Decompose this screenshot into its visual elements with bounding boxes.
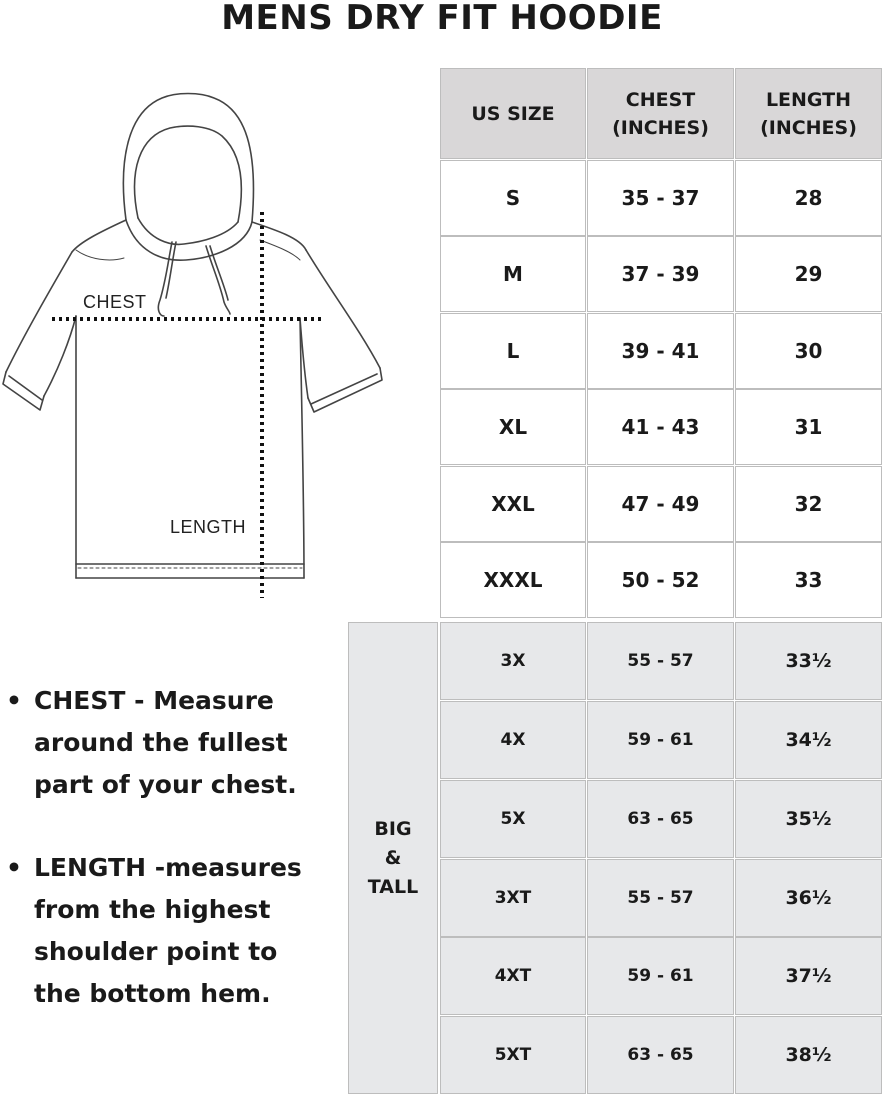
- page-title: MENS DRY FIT HOODIE: [221, 0, 663, 38]
- chest-cell: 63 - 65: [587, 1016, 734, 1094]
- size-cell: 3X: [440, 622, 586, 700]
- chest-note-text: CHEST - Measure around the fullest part of your chest.: [34, 686, 297, 799]
- header-us-size: US SIZE: [440, 68, 586, 159]
- chest-cell: 35 - 37: [587, 160, 734, 236]
- size-cell: XXL: [440, 466, 586, 542]
- size-cell: 3XT: [440, 859, 586, 937]
- header-length: LENGTH (INCHES): [735, 68, 882, 159]
- chest-cell: 50 - 52: [587, 542, 734, 618]
- chest-cell: 63 - 65: [587, 780, 734, 858]
- size-cell: 5XT: [440, 1016, 586, 1094]
- length-cell: 37½: [735, 937, 882, 1015]
- length-cell: 30: [735, 313, 882, 389]
- length-cell: 33: [735, 542, 882, 618]
- length-cell: 29: [735, 236, 882, 312]
- size-cell: 4X: [440, 701, 586, 779]
- chest-cell: 55 - 57: [587, 622, 734, 700]
- size-cell: 4XT: [440, 937, 586, 1015]
- length-cell: 34½: [735, 701, 882, 779]
- bullet-icon: •: [6, 686, 22, 715]
- size-cell: M: [440, 236, 586, 312]
- chest-cell: 41 - 43: [587, 389, 734, 465]
- header-chest: CHEST (INCHES): [587, 68, 734, 159]
- length-cell: 36½: [735, 859, 882, 937]
- length-cell: 28: [735, 160, 882, 236]
- big-tall-text: BIG & TALL: [367, 817, 419, 898]
- chest-cell: 47 - 49: [587, 466, 734, 542]
- length-cell: 33½: [735, 622, 882, 700]
- chest-cell: 59 - 61: [587, 701, 734, 779]
- hoodie-diagram: [0, 88, 384, 608]
- chest-cell: 37 - 39: [587, 236, 734, 312]
- big-tall-label: [348, 622, 438, 1094]
- length-cell: 31: [735, 389, 882, 465]
- chest-measure-label: CHEST: [83, 292, 147, 312]
- size-cell: XL: [440, 389, 586, 465]
- length-measure-label: LENGTH: [170, 517, 247, 537]
- measurement-notes: [6, 680, 326, 1056]
- size-cell: 5X: [440, 780, 586, 858]
- chest-cell: 39 - 41: [587, 313, 734, 389]
- size-cell: L: [440, 313, 586, 389]
- chest-cell: 55 - 57: [587, 859, 734, 937]
- length-cell: 38½: [735, 1016, 882, 1094]
- size-cell: S: [440, 160, 586, 236]
- bullet-icon: •: [6, 853, 22, 882]
- length-cell: 32: [735, 466, 882, 542]
- length-note-text: LENGTH -measures from the highest shoulder point to the bottom hem.: [34, 853, 302, 1008]
- list-item: [6, 847, 326, 1015]
- chest-cell: 59 - 61: [587, 937, 734, 1015]
- length-cell: 35½: [735, 780, 882, 858]
- size-cell: XXXL: [440, 542, 586, 618]
- list-item: [6, 680, 326, 806]
